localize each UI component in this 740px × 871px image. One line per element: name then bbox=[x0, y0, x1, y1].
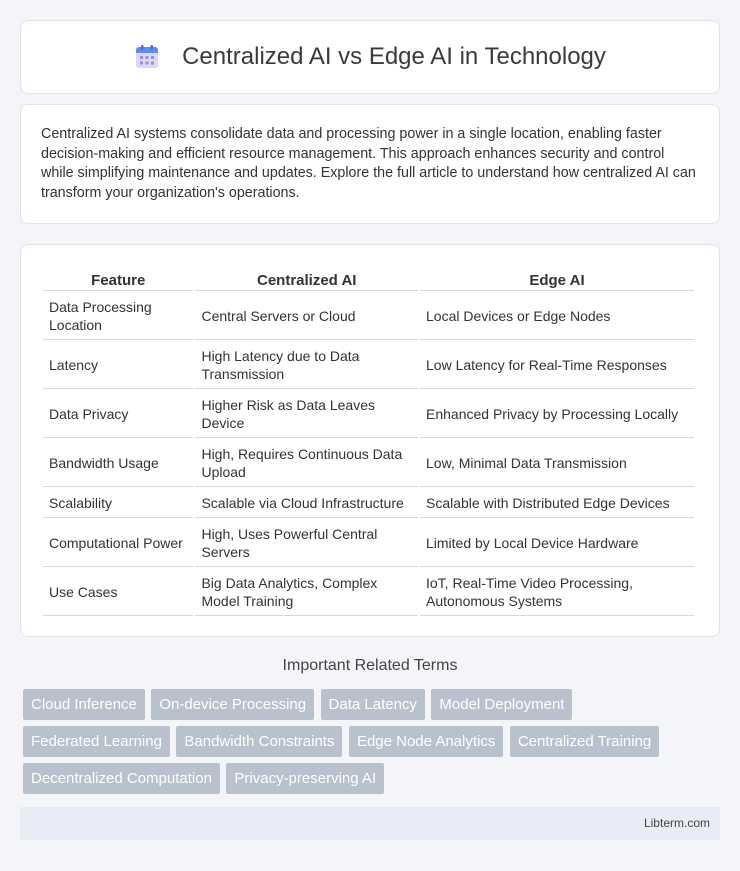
page-title: Centralized AI vs Edge AI in Technology bbox=[182, 43, 606, 70]
tag-data-latency[interactable]: Data Latency bbox=[321, 689, 425, 720]
related-terms-title: Important Related Terms bbox=[282, 657, 458, 674]
table-row bbox=[43, 520, 694, 567]
cell-feature: Data Processing Location bbox=[43, 293, 193, 340]
cell-edge: Low, Minimal Data Transmission bbox=[420, 440, 694, 487]
cell-centralized: High, Uses Powerful Central Servers bbox=[195, 520, 418, 567]
calendar-icon bbox=[134, 44, 160, 70]
tag-edge-node-analytics[interactable]: Edge Node Analytics bbox=[349, 726, 503, 757]
cell-edge: Scalable with Distributed Edge Devices bbox=[420, 489, 694, 518]
cell-feature: Bandwidth Usage bbox=[43, 440, 193, 487]
cell-edge: Enhanced Privacy by Processing Locally bbox=[420, 391, 694, 438]
footer-site-link[interactable]: Libterm.com bbox=[643, 816, 710, 830]
title-card bbox=[20, 20, 720, 94]
table-row bbox=[43, 342, 694, 389]
table-row bbox=[43, 569, 694, 616]
tag-bandwidth-constraints[interactable]: Bandwidth Constraints bbox=[176, 726, 342, 757]
cell-centralized: High Latency due to Data Transmission bbox=[195, 342, 418, 389]
tag-model-deployment[interactable]: Model Deployment bbox=[431, 689, 572, 720]
table-row bbox=[43, 440, 694, 487]
cell-feature: Computational Power bbox=[43, 520, 193, 567]
cell-feature: Data Privacy bbox=[43, 391, 193, 438]
header-centralized: Centralized AI bbox=[195, 267, 418, 291]
cell-feature: Scalability bbox=[43, 489, 193, 518]
cell-centralized: High, Requires Continuous Data Upload bbox=[195, 440, 418, 487]
cell-centralized: Higher Risk as Data Leaves Device bbox=[195, 391, 418, 438]
comparison-card bbox=[20, 244, 720, 637]
table-header-row bbox=[43, 267, 694, 291]
tag-centralized-training[interactable]: Centralized Training bbox=[510, 726, 659, 757]
tag-decentralized-computation[interactable]: Decentralized Computation bbox=[23, 763, 220, 794]
related-tags bbox=[23, 689, 723, 800]
footer bbox=[20, 807, 720, 840]
intro-card bbox=[20, 104, 720, 224]
cell-centralized: Big Data Analytics, Complex Model Training bbox=[195, 569, 418, 616]
cell-centralized: Central Servers or Cloud bbox=[195, 293, 418, 340]
cell-centralized: Scalable via Cloud Infrastructure bbox=[195, 489, 418, 518]
header-feature: Feature bbox=[43, 267, 193, 291]
cell-feature: Latency bbox=[43, 342, 193, 389]
header-edge: Edge AI bbox=[420, 267, 694, 291]
cell-edge: Limited by Local Device Hardware bbox=[420, 520, 694, 567]
cell-edge: IoT, Real-Time Video Processing, Autonomous Systems bbox=[420, 569, 694, 616]
table-row bbox=[43, 489, 694, 518]
comparison-table bbox=[41, 265, 696, 618]
cell-edge: Local Devices or Edge Nodes bbox=[420, 293, 694, 340]
tag-privacy-preserving-ai[interactable]: Privacy-preserving AI bbox=[226, 763, 384, 794]
table-row bbox=[43, 391, 694, 438]
intro-text: Centralized AI systems consolidate data and processing power in a single location, enabling faster decision-making and efficient resource management. This approach enhances security and control while simplifying maintenance and updates. Explore the full article to understand how centralized AI can transform your organization's operations. bbox=[41, 126, 696, 201]
tag-on-device-processing[interactable]: On-device Processing bbox=[151, 689, 314, 720]
cell-feature: Use Cases bbox=[43, 569, 193, 616]
tag-cloud-inference[interactable]: Cloud Inference bbox=[23, 689, 145, 720]
table-row bbox=[43, 293, 694, 340]
cell-edge: Low Latency for Real-Time Responses bbox=[420, 342, 694, 389]
tag-federated-learning[interactable]: Federated Learning bbox=[23, 726, 170, 757]
